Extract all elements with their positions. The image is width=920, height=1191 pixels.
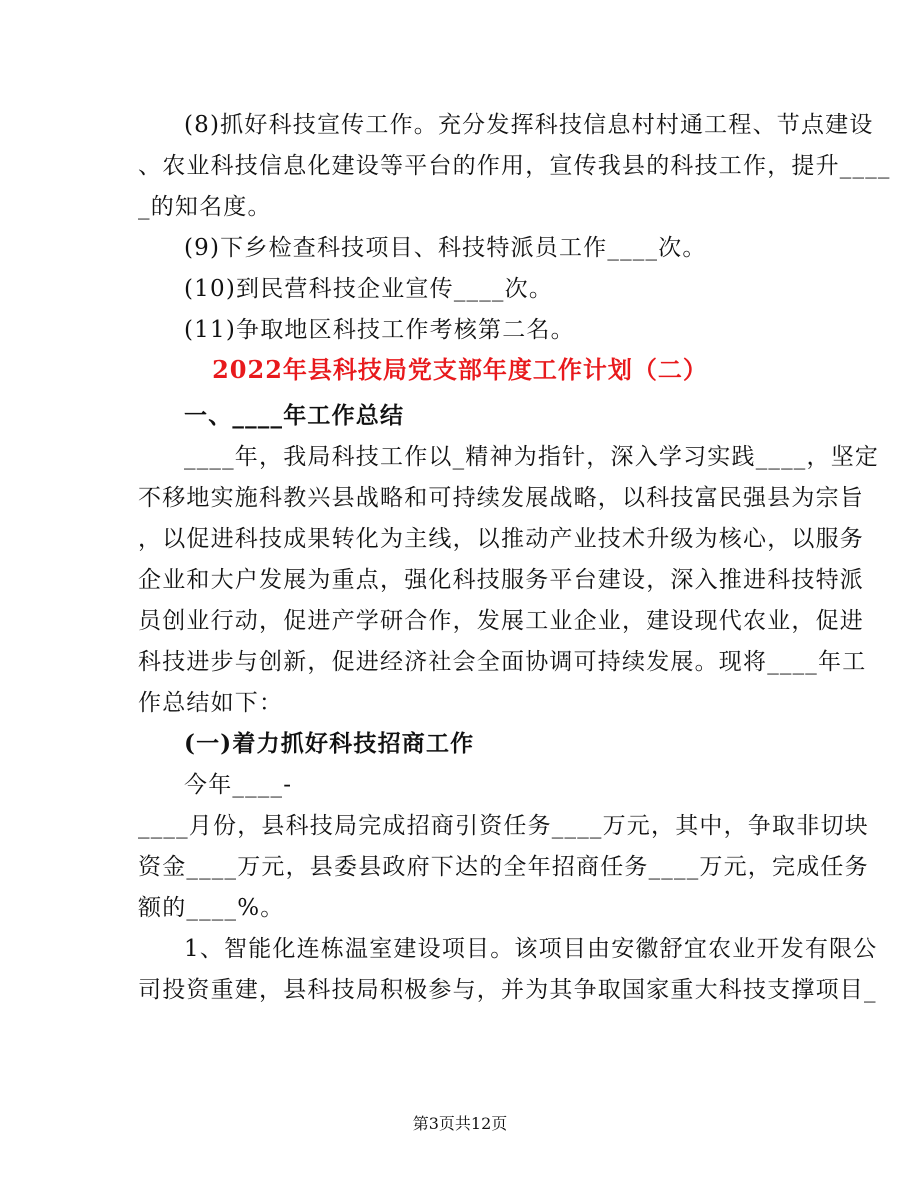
project-line-1: 1、智能化连栋温室建设项目。该项目由安徽舒宜农业开发有限公 <box>184 936 878 962</box>
section-one-heading: 一、____年工作总结 <box>184 402 405 429</box>
investment-line-2: ____月份，县科技局完成招商引资任务____万元，其中，争取非切块 <box>138 813 869 839</box>
summary-line-5: 员创业行动，促进产学研合作，发展工业企业，建设现代农业，促进 <box>138 608 864 634</box>
item-8-line-1: (8)抓好科技宣传工作。充分发挥科技信息村村通工程、节点建设 <box>184 112 874 138</box>
item-9: (9)下乡检查科技项目、科技特派员工作____次。 <box>184 235 707 261</box>
summary-line-1: ____年，我局科技工作以_精神为指针，深入学习实践____，坚定 <box>184 444 880 470</box>
investment-line-3: 资金____万元，县委县政府下达的全年招商任务____万元，完成任务 <box>138 854 869 880</box>
subsection-heading: (一)着力抓好科技招商工作 <box>184 730 475 757</box>
document-title: 2022年县科技局党支部年度工作计划（二） <box>212 355 708 384</box>
investment-line-1: 今年____- <box>184 772 293 798</box>
investment-line-4: 额的____%。 <box>138 895 285 921</box>
item-8-line-2: 、农业科技信息化建设等平台的作用，宣传我县的科技工作，提升____ <box>138 153 891 179</box>
summary-line-7: 作总结如下： <box>138 690 284 716</box>
project-line-2: 司投资重建，县科技局积极参与，并为其争取国家重大科技支撑项目_ <box>138 977 877 1003</box>
item-8-line-3: _的知名度。 <box>138 194 272 220</box>
item-10: (10)到民营科技企业宣传____次。 <box>184 276 554 302</box>
item-11: (11)争取地区科技工作考核第二名。 <box>184 317 575 343</box>
page-number: 第3页共12页 <box>412 1114 508 1133</box>
summary-line-6: 科技进步与创新，促进经济社会全面协调可持续发展。现将____年工 <box>138 649 867 675</box>
summary-line-4: 企业和大户发展为重点，强化科技服务平台建设，深入推进科技特派 <box>138 567 864 593</box>
summary-line-3: ，以促进科技成果转化为主线，以推动产业技术升级为核心，以服务 <box>138 526 864 552</box>
summary-line-2: 不移地实施科教兴县战略和可持续发展战略，以科技富民强县为宗旨 <box>138 485 864 511</box>
